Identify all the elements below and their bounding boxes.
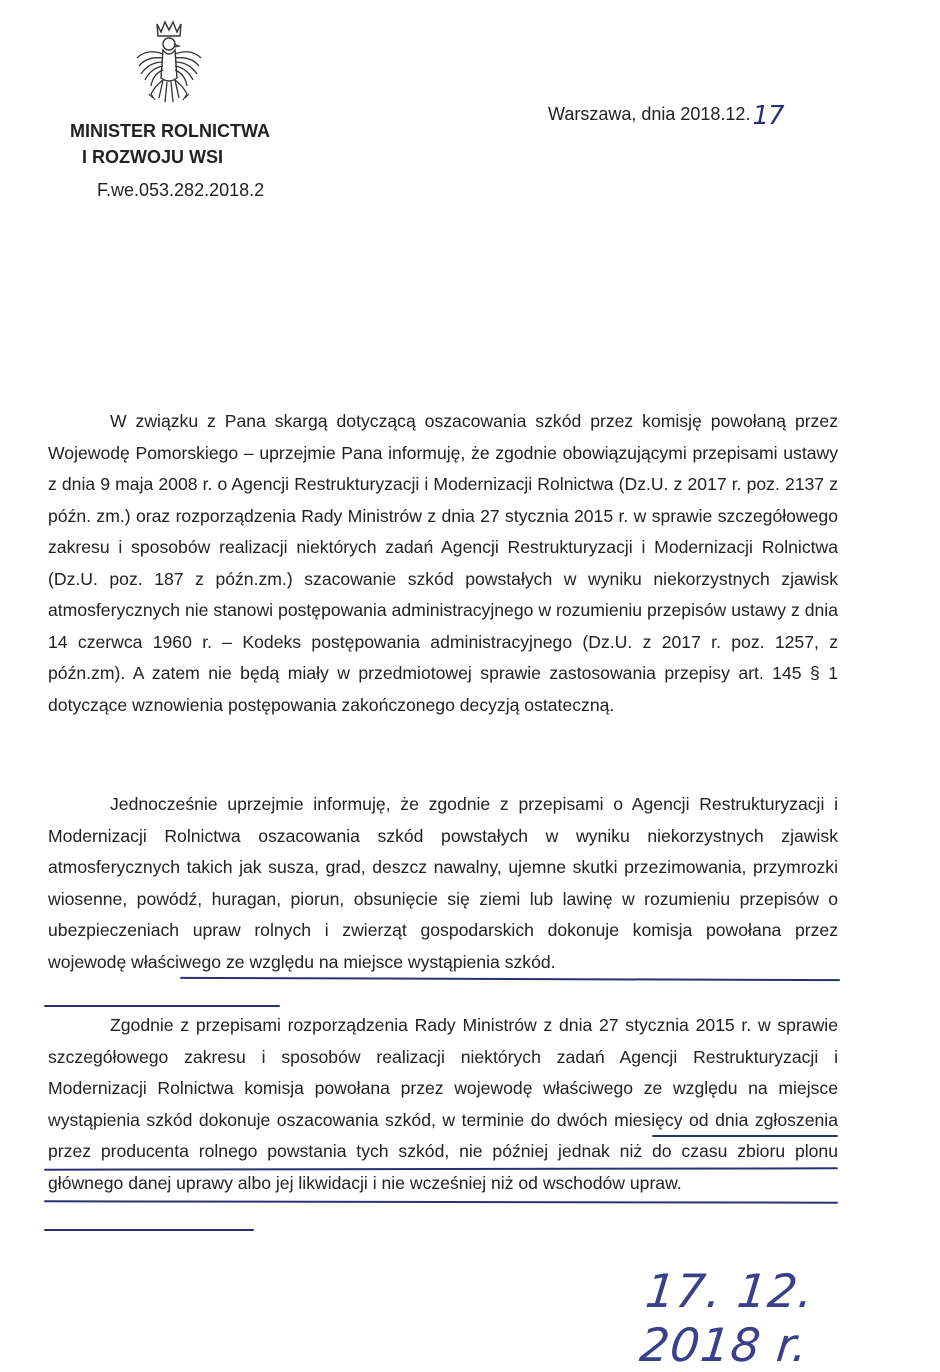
handwritten-date: 17. 12. 2018 r.	[637, 1264, 817, 1372]
handwritten-underline	[44, 1005, 280, 1007]
paragraph-1	[48, 406, 838, 721]
authority-line-1: MINISTER ROLNICTWA	[70, 121, 270, 141]
paragraph-3	[48, 1010, 838, 1199]
handwritten-day: 17	[752, 101, 784, 131]
paragraph-1-text: W związku z Pana skargą dotyczącą oszacowania szkód przez komisję powołaną przez Wojewodę Pomorskiego – uprzejmie Pana informuję, że zgodnie obowiązującymi przepisami ustawy z dnia 9 maja 2008 r. o Agencji Restrukturyzacji i Modernizacji Rolnictwa (Dz.U. z 2017 r. poz. 2137 z późn. zm.) oraz rozporządzenia Rady Ministrów z dnia 27 stycznia 2015 r. w sprawie szczegółowego zakresu i sposobów realizacji niektórych zadań Agencji Restrukturyzacji i Modernizacji Rolnictwa (Dz.U. poz. 187 z późn.zm.) szacowanie szkód powstałych w wyniku niekorzystnych zjawisk atmosferycznych nie stanowi postępowania administracyjnego w rozumieniu przepisów ustawy z dnia 14 czerwca 1960 r. – Kodeks postępowania administracyjnego (Dz.U. z 2017 r. poz. 1257, z późn.zm). A zatem nie będą miały w przedmiotowej sprawie zastosowania przepisy art. 145 § 1 dotyczące wznowienia postępowania zakończonego decyzją ostateczną.	[48, 411, 838, 715]
paragraph-3-text: Zgodnie z przepisami rozporządzenia Rady Ministrów z dnia 27 stycznia 2015 r. w sprawie szczegółowego zakresu i sposobów realizacji niektórych zadań Agencji Restrukturyzacji i Modernizacji Rolnictwa komisja powołana przez wojewodę właściwego ze względu na miejsce wystąpienia szkód dokonuje oszacowania szkód, w terminie do dwóch miesięcy od dnia zgłoszenia przez producenta rolnego powstania tych szkód, nie później jednak niż do czasu zbioru plonu głównego danej uprawy albo jej likwidacji i nie wcześniej niż od wschodów upraw.	[48, 1015, 838, 1193]
authority-line-2: I ROZWOJU WSI	[82, 147, 223, 167]
place-date-printed: Warszawa, dnia 2018.12.	[548, 104, 751, 124]
paragraph-2-text: Jednocześnie uprzejmie informuję, że zgodnie z przepisami o Agencji Restrukturyzacji i Modernizacji Rolnictwa oszacowania szkód powstałych w wyniku niekorzystnych zjawisk atmosferycznych takich jak susza, grad, deszcz nawalny, ujemne skutki przezimowania, przymrozki wiosenne, powódź, huragan, piorun, obsunięcie się ziemi lub lawinę w rozumieniu przepisów o ubezpieczeniach upraw rolnych i zwierząt gospodarskich dokonuje komisja powołana przez wojewodę właściwego ze względu na miejsce wystąpienia szkód.	[48, 794, 838, 972]
reference-number: F.we.053.282.2018.2	[97, 180, 265, 200]
handwritten-underline	[44, 1200, 838, 1203]
handwritten-underline	[44, 1229, 254, 1231]
issuing-authority	[70, 118, 270, 170]
paragraph-2	[48, 789, 838, 978]
polish-eagle-emblem-icon	[133, 18, 205, 114]
handwritten-underline	[652, 1135, 838, 1137]
place-and-date	[548, 97, 784, 131]
